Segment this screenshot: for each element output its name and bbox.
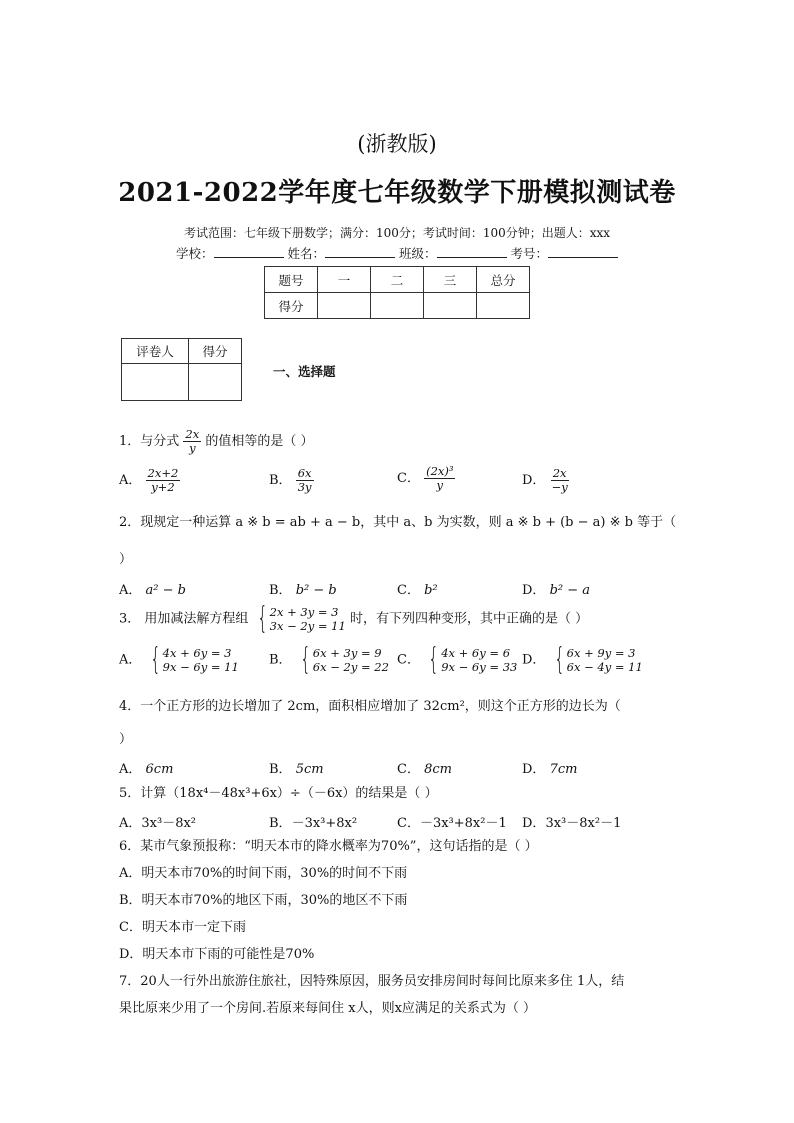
q1-fraction: $\frac{2x}{y}$	[185, 427, 200, 455]
exam-number-blank	[548, 244, 618, 258]
q5-option-a: A．3x³－8x²	[119, 816, 197, 831]
score-header-cell: 题号	[265, 267, 318, 293]
q4-option-c: C． 8cm	[397, 762, 452, 777]
question-7-line1: 7．20人一行外出旅游住旅社，因特殊原因，服务员安排房间时每间比原来多住 1人，结	[119, 974, 625, 989]
grader-score-header: 得分	[189, 339, 242, 364]
score-header-cell: 三	[424, 267, 477, 293]
section-title: 一、选择题	[273, 364, 336, 379]
question-2-line1: 2．现规定一种运算 a ※ b = ab + a − b，其中 a、b 为实数，则 a ※ b + (b − a) ※ b 等于（	[119, 515, 677, 530]
q5-option-b: B．－3x³+8x²	[269, 816, 358, 831]
question-2-line2: ）	[119, 552, 133, 567]
score-cell	[371, 293, 424, 319]
score-header-cell: 二	[371, 267, 424, 293]
q1-option-b: B． $\frac{6x}{3y}$	[269, 466, 312, 494]
exam-title: 2021-2022学年度七年级数学下册模拟测试卷	[118, 178, 676, 208]
score-header-cell: 总分	[477, 267, 530, 293]
q3-option-b: B． { 6x + 3y = 9 6x − 2y = 22	[269, 642, 389, 677]
q3-system: { 2x + 3y = 3 3x − 2y = 11	[256, 601, 346, 636]
score-cell	[477, 293, 530, 319]
q6-option-b: B．明天本市70%的地区下雨，30%的地区不下雨	[119, 893, 408, 908]
q5-option-c: C．－3x³+8x²－1	[397, 816, 507, 831]
grader-table	[121, 338, 242, 401]
school-label: 学校：	[175, 246, 214, 261]
question-4-line1: 4．一个正方形的边长增加了 2cm，面积相应增加了 32cm²，则这个正方形的边长为（	[119, 699, 621, 714]
exam-info: 考试范围：七年级下册数学；满分：100分；考试时间：100分钟；出题人：xxx	[183, 226, 611, 240]
score-cell	[424, 293, 477, 319]
question-3: 3． 用加减法解方程组 { 2x + 3y = 3 3x − 2y = 11 时，有下列四种变形，其中正确的是（ ）	[119, 601, 589, 636]
q2-option-c: C． b²	[397, 583, 438, 598]
q4-option-d: D． 7cm	[522, 762, 578, 777]
q3-option-a: A． { 4x + 6y = 3 9x − 6y = 11	[119, 642, 239, 677]
grader-cell	[122, 364, 189, 401]
q4-option-a: A． 6cm	[119, 762, 174, 777]
q3-option-d: D． { 6x + 9y = 3 6x − 4y = 11	[522, 642, 643, 677]
name-label: 姓名：	[287, 246, 325, 261]
score-cell	[318, 293, 371, 319]
exam-number-label: 考号：	[510, 246, 548, 261]
question-6: 6．某市气象预报称：“明天本市的降水概率为70%”，这句话指的是（ ）	[119, 839, 538, 854]
score-row-label: 得分	[265, 293, 318, 319]
q1-option-d: D． $\frac{2x}{-y}$	[522, 466, 568, 494]
class-blank	[437, 244, 507, 258]
q6-option-d: D．明天本市下雨的可能性是70%	[119, 947, 315, 962]
question-4-line2: ）	[119, 732, 133, 747]
q3-option-c: C． { 4x + 6y = 6 9x − 6y = 33	[397, 642, 518, 677]
class-label: 班级：	[398, 246, 437, 261]
school-blank	[214, 244, 284, 258]
question-1: 1．与分式 $\frac{2x}{y}$ 的值相等的是（ ）	[119, 427, 314, 455]
student-fields	[0, 244, 794, 262]
q4-option-b: B． 5cm	[269, 762, 324, 777]
q6-option-c: C．明天本市一定下雨	[119, 920, 246, 935]
score-header-cell: 一	[318, 267, 371, 293]
q6-option-a: A．明天本市70%的时间下雨，30%的时间不下雨	[119, 866, 408, 881]
grader-score-cell	[189, 364, 242, 401]
q1-option-a: A． $\frac{2x+2}{y+2}$	[119, 466, 179, 494]
score-table	[264, 266, 530, 319]
q2-option-b: B． b² − b	[269, 583, 337, 598]
q2-option-d: D． b² − a	[522, 583, 591, 598]
exam-subtitle: (浙教版)	[357, 132, 437, 156]
q2-option-a: A． a² − b	[119, 583, 186, 598]
question-7-line2: 果比原来少用了一个房间.若原来每间住 x人，则x应满足的关系式为（ ）	[119, 1001, 537, 1016]
grader-header: 评卷人	[122, 339, 189, 364]
question-5: 5．计算（18x⁴－48x³+6x）÷（－6x）的结果是（ ）	[119, 786, 438, 801]
name-blank	[325, 244, 395, 258]
q5-option-d: D．3x³－8x²－1	[522, 816, 622, 831]
q1-option-c: C． $\frac{\text{(2x)³}}{y}$	[397, 464, 454, 492]
